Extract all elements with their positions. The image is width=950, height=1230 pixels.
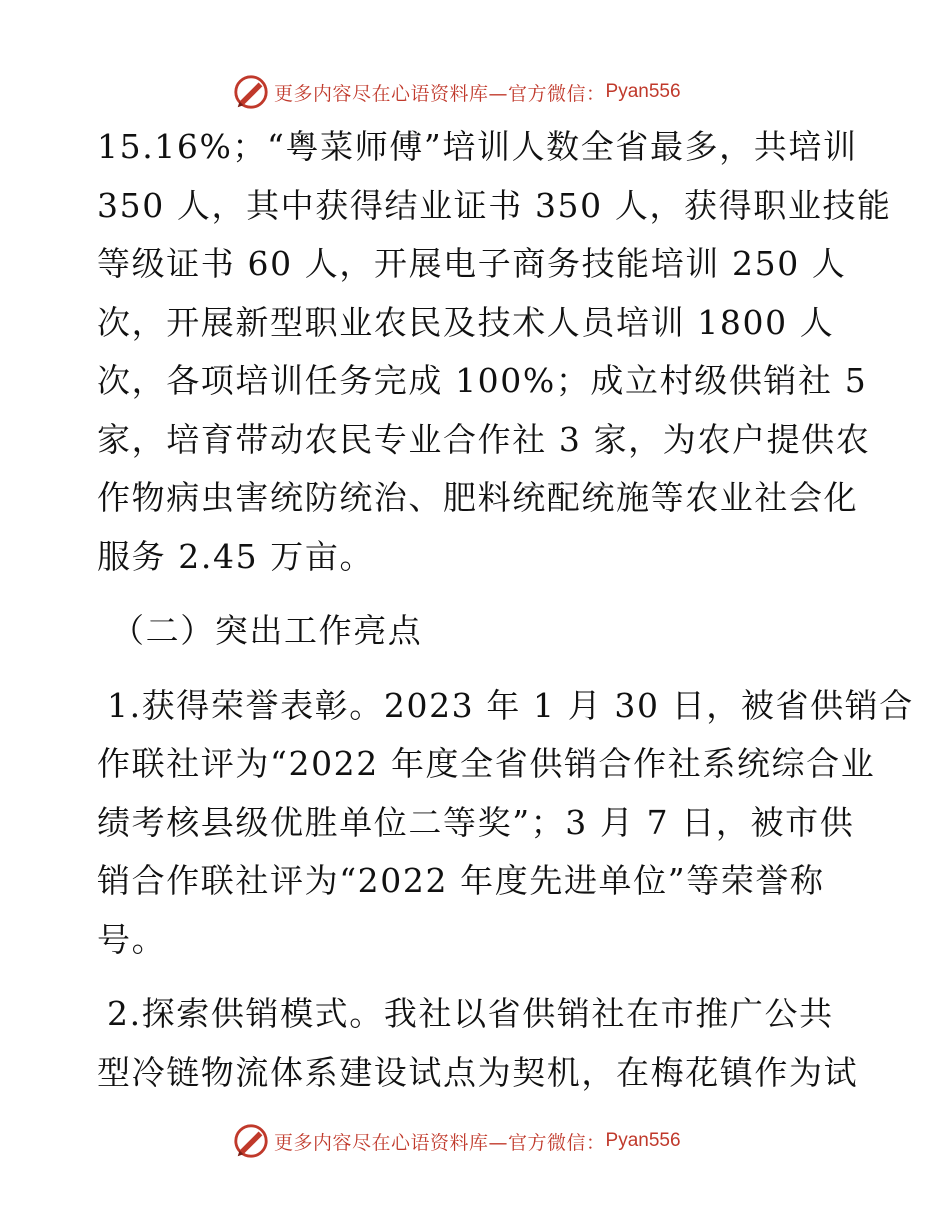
header-watermark [232, 72, 681, 112]
paragraph-line: 服务 2.45 万亩。 [97, 536, 375, 576]
watermark-text: 更多内容尽在心语资料库—官方微信： [274, 1131, 606, 1154]
paragraph-line: 型冷链物流体系建设试点为契机，在梅花镇作为试 [97, 1052, 859, 1092]
watermark-text: 更多内容尽在心语资料库—官方微信： [274, 82, 606, 105]
paragraph-line: 2.探索供销模式。我社以省供销社在市推广公共 [107, 994, 834, 1033]
watermark-wechat-id: Pyan556 [605, 81, 681, 102]
paragraph-line: 作联社评为“2022 年度全省供销合作社系统综合业 [97, 744, 876, 783]
paragraph-line: 销合作联社评为“2022 年度先进单位”等荣誉称 [97, 861, 825, 900]
paragraph-line: 1.获得荣誉表彰。2023 年 1 月 30 日，被省供销合 [107, 685, 914, 725]
paragraph-line: 绩考核县级优胜单位二等奖”；3 月 7 日，被市供 [97, 802, 855, 842]
paragraph-line: 次，开展新型职业农民及技术人员培训 1800 人 [97, 302, 835, 342]
watermark-wechat-id: Pyan556 [605, 1130, 681, 1151]
paragraph-line: 350 人，其中获得结业证书 350 人，获得职业技能 [97, 185, 892, 225]
paragraph-line: 等级证书 60 人，开展电子商务技能培训 250 人 [97, 244, 847, 283]
section-heading: （二）突出工作亮点 [111, 611, 423, 650]
footer-watermark [232, 1121, 681, 1161]
paragraph-line: 作物病虫害统防统治、肥料统配统施等农业社会化 [97, 478, 859, 517]
pen-logo-icon [232, 73, 270, 111]
paragraph-line: 号。 [97, 919, 167, 959]
paragraph-line: 次，各项培训任务完成 100%；成立村级供销社 5 [97, 361, 868, 400]
paragraph-line: 15.16%；“粤菜师傅”培训人数全省最多，共培训 [97, 127, 858, 166]
paragraph-line: 家，培育带动农民专业合作社 3 家，为农户提供农 [97, 419, 871, 459]
document-body [97, 118, 914, 1102]
pen-logo-icon [232, 1122, 270, 1160]
